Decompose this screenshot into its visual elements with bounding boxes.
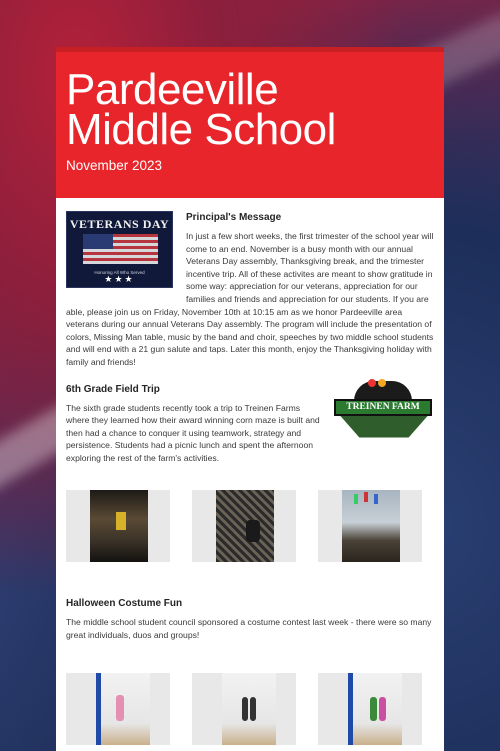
principal-message-heading: Principal's Message bbox=[186, 212, 282, 223]
farm-silhouette-icon bbox=[354, 381, 412, 401]
american-flag-icon bbox=[83, 234, 158, 264]
field-trip-photo-3[interactable] bbox=[318, 490, 422, 562]
halloween-photo-1[interactable] bbox=[66, 673, 170, 745]
field-trip-heading: 6th Grade Field Trip bbox=[66, 383, 160, 395]
halloween-photo-row bbox=[66, 673, 434, 745]
halloween-section bbox=[56, 597, 444, 641]
veterans-day-image-title: VETERANS DAY bbox=[69, 217, 170, 231]
field-trip-photo-row bbox=[66, 490, 434, 562]
field-trip-section bbox=[66, 383, 434, 465]
field-trip-body: The sixth grade students recently took a trip to Treinen Farms where they learned how their award winning corn maze is built and then had a chance to conquer it using teamwork, strategy and persistence. Students had a picnic lunch and spent the afternoon exploring the rest of the farm's activities. bbox=[66, 402, 320, 463]
newsletter-card bbox=[56, 47, 444, 751]
stars-icon: ★★★ bbox=[104, 274, 135, 284]
halloween-photo-3[interactable] bbox=[318, 673, 422, 745]
veterans-day-image-caption: Honoring All Who Served bbox=[94, 270, 145, 275]
treinen-farm-logo bbox=[332, 379, 436, 441]
newsletter-header bbox=[56, 47, 444, 198]
halloween-body: The middle school student council sponsored a costume contest last week - there were so many great individuals, duos and groups! bbox=[66, 617, 432, 640]
field-trip-photo-1[interactable] bbox=[66, 490, 170, 562]
title-line-1: Pardeeville bbox=[66, 65, 279, 114]
title-line-2: Middle School bbox=[66, 105, 336, 154]
treinen-farm-logo-text: TREINEN FARM bbox=[334, 399, 432, 416]
halloween-photo-2[interactable] bbox=[192, 673, 296, 745]
newsletter-date: November 2023 bbox=[66, 158, 163, 173]
newsletter-title bbox=[66, 65, 434, 154]
newsletter-content bbox=[56, 198, 444, 465]
halloween-heading: Halloween Costume Fun bbox=[66, 598, 183, 609]
principal-message-body: In just a few short weeks, the first trimester of the school year will come to an end. November is a busy month with our annual Veterans Day assembly, Thanksgiving break, and the trimester incentive trip. All of these activites are meant to show gratitude in some way: appreciation for our veterans, appreciation for our families and friends and appreciation for our students. If you are able, please join us on Friday, November 10th at 10:15 am as we honor Pardeeville area veterans during our annual Veterans Day assembly. The program will include the presentation of colors, Missing Man table, music by the band and choir, speeches by two middle school students and will end with a 21 gun salute and taps. Later this month, enjoy the Thanksgiving holiday with family and friends! bbox=[66, 231, 434, 367]
veterans-day-image bbox=[66, 211, 173, 288]
field-trip-photo-2[interactable] bbox=[192, 490, 296, 562]
